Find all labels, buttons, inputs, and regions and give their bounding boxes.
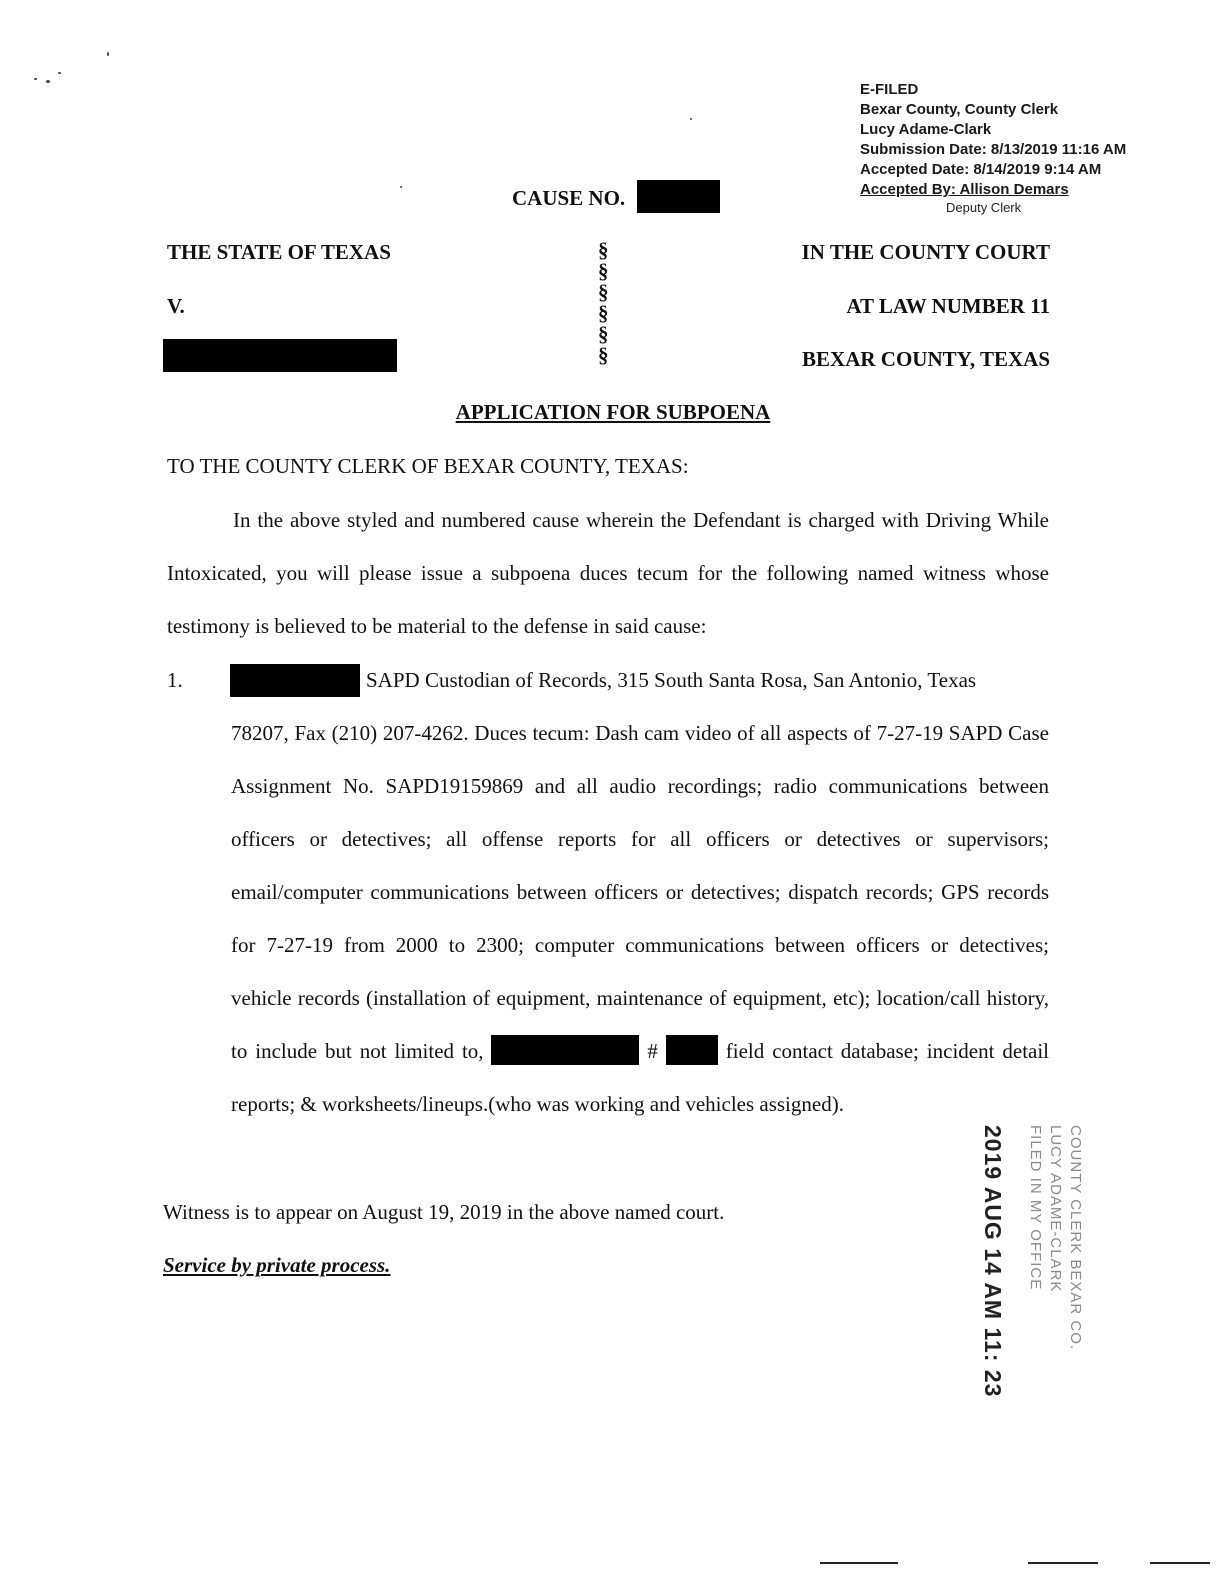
caption-versus: V.: [167, 294, 185, 318]
document-title: APPLICATION FOR SUBPOENA: [455, 400, 771, 424]
section-symbol-column: [598, 240, 609, 366]
item-first-line: SAPD Custodian of Records, 315 South Santa Rosa, San Antonio, Texas: [366, 668, 977, 692]
section-symbol: §: [598, 280, 609, 304]
scan-speck: [34, 78, 37, 80]
item-number: 1.: [167, 668, 183, 692]
caption-court: IN THE COUNTY COURT: [801, 240, 1050, 264]
item-details: [231, 707, 1049, 1131]
efiled-stamp: [860, 80, 1126, 200]
caption-court-number: AT LAW NUMBER 11: [846, 294, 1050, 318]
efiled-clerk-name: Lucy Adame-Clark: [860, 121, 992, 138]
caption-county: BEXAR COUNTY, TEXAS: [802, 347, 1050, 371]
efiled-line: E-FILED: [860, 81, 919, 98]
section-symbol: §: [598, 343, 609, 367]
scan-speck: [46, 80, 50, 83]
officer-number-redaction: [666, 1035, 718, 1065]
efiled-county-line: Bexar County, County Clerk: [860, 101, 1059, 118]
section-symbol: §: [598, 259, 609, 283]
item-details-text: 78207, Fax (210) 207-4262. Duces tecum: Dash cam video of all aspects of 7-27-19 SAPD Case Assignment No. SAPD19159869 and all audio recordings; radio communications between officers or detectives; all offense reports for all officers or detectives or supervisors; email/computer communications between officers or detectives; dispatch records; GPS records for 7-27-19 from 2000 to 2300; computer communications between officers or detectives; vehicle records (installation of equipment, maintenance of equipment, etc); location/call history, to include but not limited to,: [231, 721, 1049, 1063]
addressee-line: TO THE COUNTY CLERK OF BEXAR COUNTY, TEXAS:: [167, 454, 689, 478]
scan-edge-mark: [1150, 1562, 1210, 1564]
cause-number-redaction: [637, 180, 720, 213]
efiled-accepted-date: Accepted Date: 8/14/2019 9:14 AM: [860, 161, 1102, 178]
scan-speck: [107, 52, 109, 56]
filed-stamp-line: FILED IN MY OFFICE: [1027, 1125, 1044, 1291]
scan-edge-mark: [1028, 1562, 1098, 1564]
cause-number-label: CAUSE NO.: [512, 186, 626, 210]
body-paragraph: In the above styled and numbered cause wherein the Defendant is charged with Driving While Intoxicated, you will please issue a subpoena duces tecum for the following named witness whose testimony is believed to be material to the defense in said cause:: [167, 508, 1049, 638]
caption-state-of-texas: THE STATE OF TEXAS: [167, 240, 391, 264]
service-line: Service by private process.: [163, 1253, 391, 1277]
efiled-submission-date: Submission Date: 8/13/2019 11:16 AM: [860, 141, 1127, 158]
defendant-name-redaction: [163, 339, 397, 372]
deputy-clerk-label: Deputy Clerk: [946, 200, 1022, 215]
section-symbol: §: [598, 322, 609, 346]
officer-name-redaction: [491, 1035, 639, 1065]
filed-stamp-line: COUNTY CLERK BEXAR CO.: [1067, 1125, 1084, 1351]
filed-stamp: [975, 1125, 1115, 1398]
appearance-line: Witness is to appear on August 19, 2019 in the above named court.: [163, 1200, 725, 1224]
filed-stamp-date: 2019 AUG 14 AM 11: 23: [980, 1125, 1006, 1398]
scan-speck: [58, 72, 61, 74]
scan-speck: [400, 186, 402, 188]
item-hash: #: [647, 1039, 658, 1063]
section-symbol: §: [598, 238, 609, 262]
scan-speck: [690, 118, 692, 120]
filed-stamp-line: LUCY ADAME-CLARK: [1047, 1125, 1064, 1293]
item-details-continued: field contact database; incident detail reports; & worksheets/lineups.(who was working and vehicles assigned).: [231, 1039, 1050, 1116]
section-symbol: §: [598, 301, 609, 325]
witness-name-redaction: [230, 664, 360, 697]
scan-edge-mark: [820, 1562, 898, 1564]
efiled-accepted-by: Accepted By: Allison Demars: [860, 181, 1069, 198]
